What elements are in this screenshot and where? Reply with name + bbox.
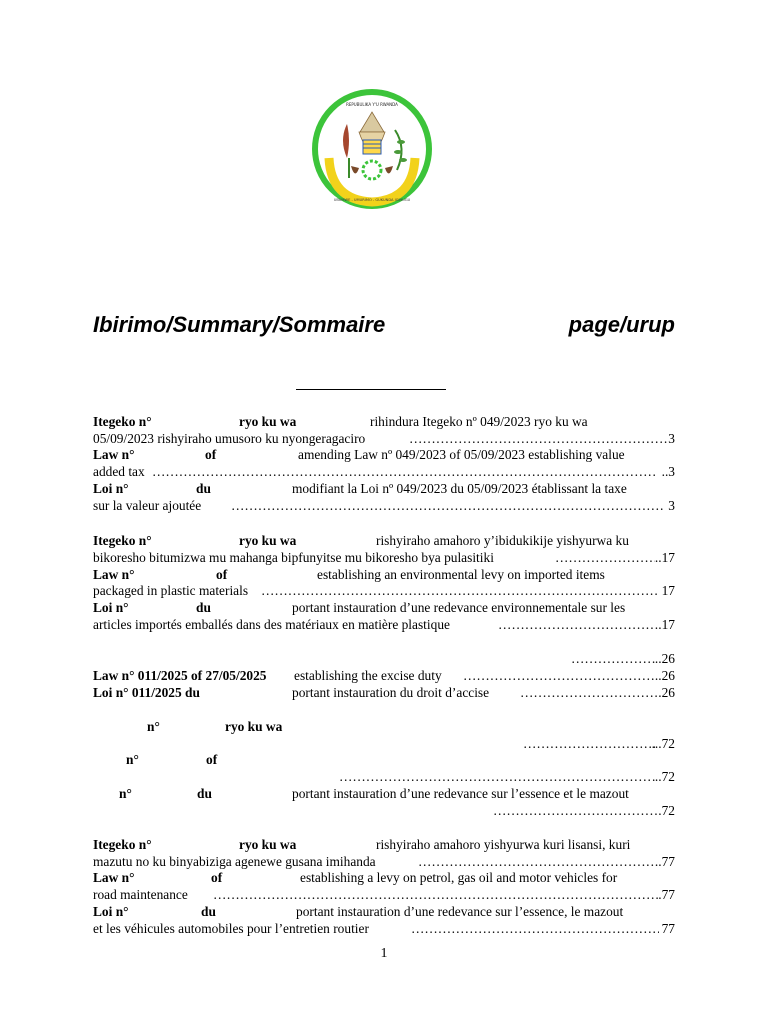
toc-line: packaged in plastic materials ………………………………………………………………………………………………………………………………………………………………… 17 xyxy=(93,582,675,599)
toc-line: Loi n° du portant instauration d’une redevance environnementale sur les xyxy=(93,600,626,615)
summary-title: Ibirimo/Summary/Sommaire xyxy=(93,312,386,337)
toc-line: Law n° of amending Law nº 049/2023 of 05/09/2023 establishing value xyxy=(93,447,625,462)
toc-line: Loi n° du modifiant la Loi nº 049/2023 du 05/09/2023 établissant la taxe xyxy=(93,481,627,496)
toc-line: road maintenance ………………………………………………………………………………………………………………………………………………………………… .77 xyxy=(93,886,675,903)
toc-line: Loi n° du portant instauration d’une redevance sur l’essence, le mazout xyxy=(93,904,624,919)
toc-line: ………………………………………………………………………………………………………………………………………………………………… .72 xyxy=(93,802,675,819)
toc-line: added tax ………………………………………………………………………………………………………………………………………………………………… ..3 xyxy=(93,463,675,480)
summary-heading xyxy=(93,312,675,344)
seal-motto: UBUMWE - UMURIMO - GUKUNDA IGIHUGU xyxy=(333,198,411,202)
toc-line: Law n° 011/2025 of 27/05/2025 establishing the excise duty ………………………………………………………………………………………………………………………………………………………………… ..26 xyxy=(93,667,675,684)
toc-line: Itegeko n° ryo ku wa rishyiraho amahoro y’ibidukikije yishyurwa ku xyxy=(93,533,629,548)
toc-line: Law n° of establishing an environmental levy on imported items xyxy=(93,567,605,582)
rwanda-coat-of-arms xyxy=(311,88,433,210)
toc-line: ………………………………………………………………………………………………………………………………………………………………… ..26 xyxy=(93,650,675,667)
toc-line: sur la valeur ajoutée ………………………………………………………………………………………………………………………………………………………………… 3 xyxy=(93,497,675,514)
toc-line: Itegeko n° ryo ku wa rishyiraho amahoro yishyurwa kuri lisansi, kuri xyxy=(93,837,631,852)
toc-line: Law n° of establishing a levy on petrol, gas oil and motor vehicles for xyxy=(93,870,618,885)
toc-line: bikoresho bitumizwa mu mahanga bipfunyitse mu bikoresho bya pulasitiki ………………………………………………………………………………………………………………………………………………………………… ..17 xyxy=(93,549,675,566)
divider xyxy=(296,389,446,390)
toc-line: 05/09/2023 rishyiraho umusoro ku nyongeragaciro ………………………………………………………………………………………………………………………………………………………………… 3 xyxy=(93,430,675,447)
toc-line: n° du portant instauration d’une redevance sur l’essence et le mazout xyxy=(119,786,629,801)
toc-line: ………………………………………………………………………………………………………………………………………………………………… ...72 xyxy=(93,735,675,752)
toc-line: mazutu no ku binyabiziga agenewe gusana imihanda ………………………………………………………………………………………………………………………………………………………………… ..77 xyxy=(93,853,675,870)
toc-line: articles importés emballés dans des matériaux en matière plastique ………………………………………………………………………………………………………………………………………………………………… .17 xyxy=(93,616,675,633)
toc-line: ………………………………………………………………………………………………………………………………………………………………… ..72 xyxy=(93,768,675,785)
page-label: page/urup xyxy=(568,312,675,337)
toc-line: et les véhicules automobiles pour l’entretien routier ………………………………………………………………………………………………………………………………………………………………… 77 xyxy=(93,920,675,937)
toc-line: n° ryo ku wa xyxy=(147,719,283,734)
toc-line: Itegeko n° ryo ku wa rihindura Itegeko nº 049/2023 ryo ku wa xyxy=(93,414,588,429)
page-number: 1 xyxy=(380,946,388,961)
toc-line: Loi n° 011/2025 du portant instauration du droit d’accise ………………………………………………………………………………………………………………………………………………………………… .26 xyxy=(93,684,675,701)
seal-top-text: REPUBULIKA Y'U RWANDA xyxy=(346,102,398,107)
toc-line: n° of xyxy=(126,752,218,767)
